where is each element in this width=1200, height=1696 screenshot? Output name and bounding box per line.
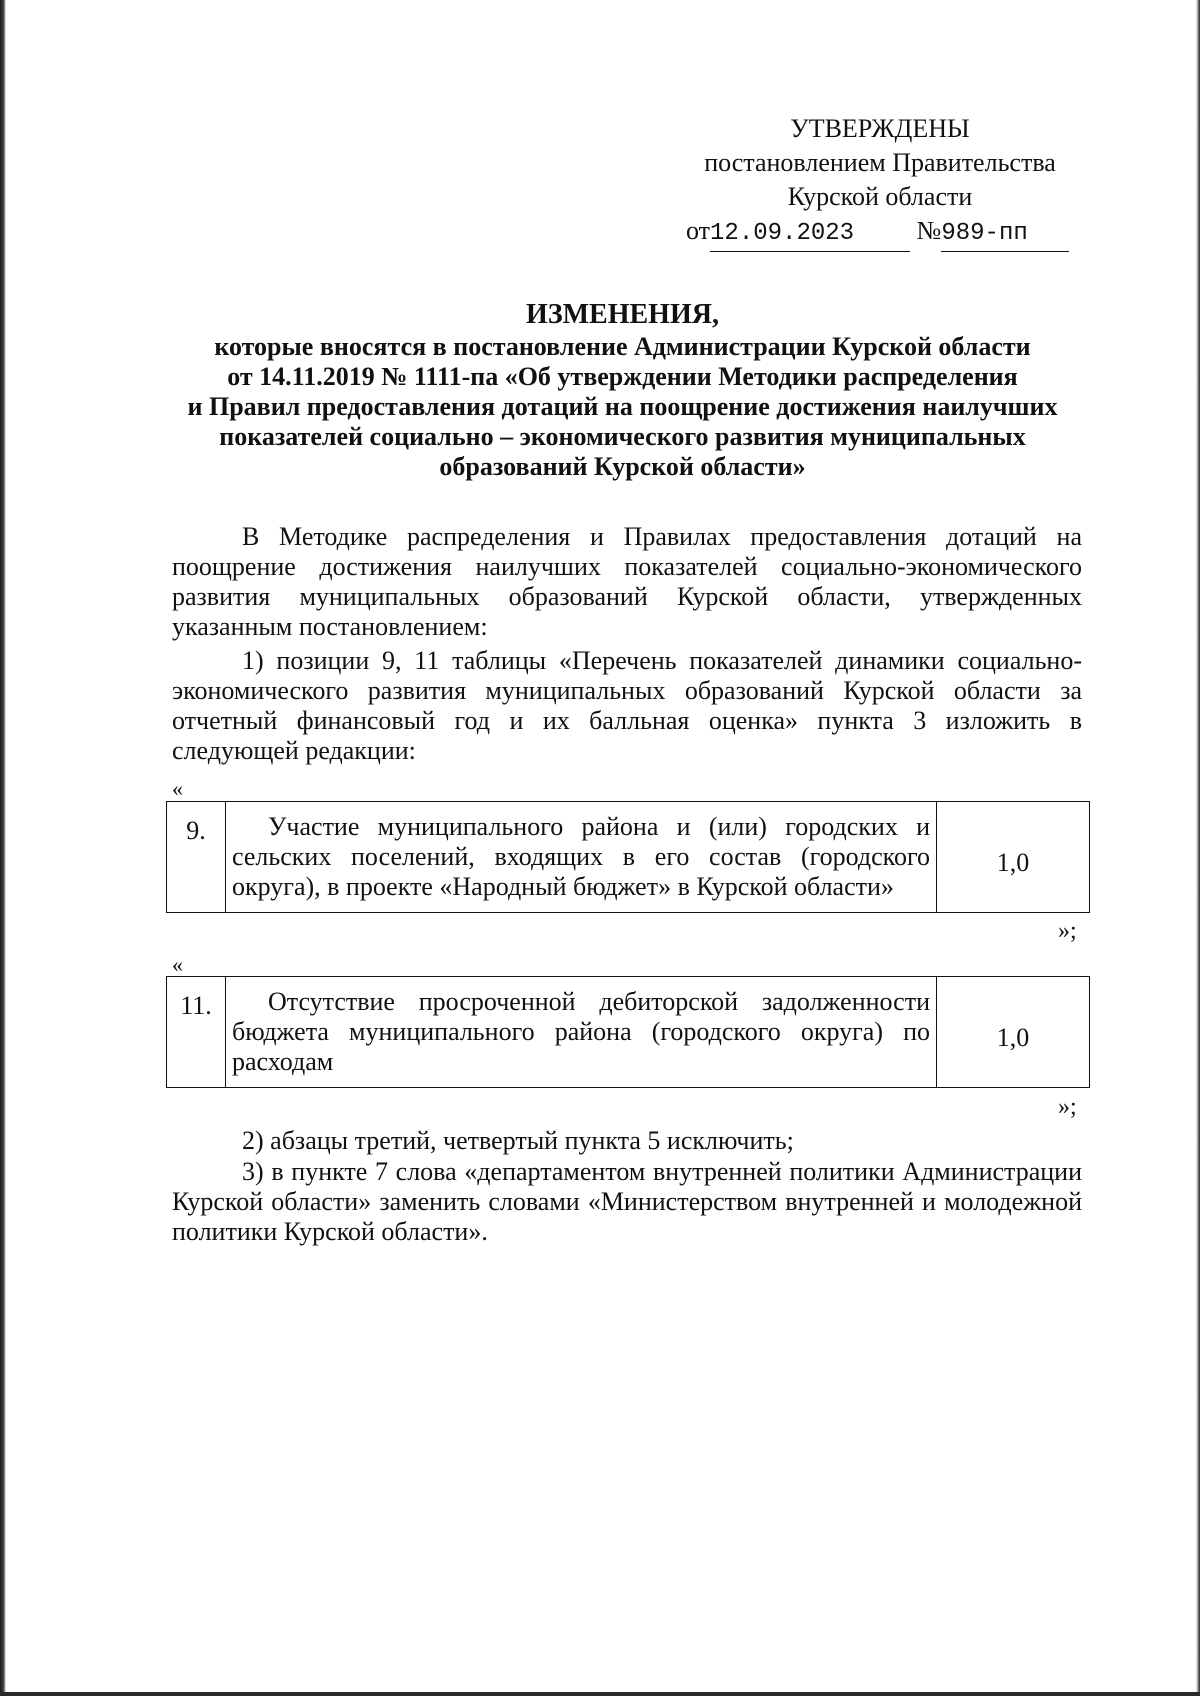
scan-edge-left [0, 0, 6, 1696]
title-heading: ИЗМЕНЕНИЯ, [526, 299, 719, 330]
row-value: 1,0 [937, 977, 1090, 1088]
table-position-9 [166, 801, 1090, 913]
row-text: Отсутствие просроченной дебиторской задолженности бюджета муниципального района (городского округа) по расходам [232, 987, 930, 1076]
table-row [167, 977, 1090, 1088]
scan-edge-right [1196, 0, 1200, 1696]
item-1-paragraph: 1) позиции 9, 11 таблицы «Перечень показателей динамики социально-экономического развития муниципальных образований Курской области за отчетный финансовый год и их балльная оценка» пункта 3 изложить в следующей редакции: [172, 646, 1082, 765]
row-text: Участие муниципального района и (или) городских и сельских поселений, входящих в его состав (городского округа), в проекте «Народный бюджет» в Курской области» [232, 812, 930, 901]
row-number: 11. [167, 977, 226, 1088]
row-value: 1,0 [937, 802, 1090, 913]
approval-heading: УТВЕРЖДЕНЫ [790, 114, 970, 143]
title-line-5: показателей социально – экономического развития муниципальных [219, 422, 1026, 451]
open-quote-1: « [172, 776, 183, 801]
item-3-paragraph: 3) в пункте 7 слова «департаментом внутренней политики Администрации Курской области» заменить словами «Министерством внутренней и молодежной политики Курской области». [172, 1157, 1082, 1246]
title-line-4: и Правил предоставления дотаций на поощрение достижения наилучших [187, 392, 1058, 421]
row-number: 9. [167, 802, 226, 913]
number-prefix: № [916, 216, 942, 245]
row-text-cell [226, 802, 937, 913]
approval-region: Курской области [787, 182, 973, 211]
title-line-6: образований Курской области» [439, 452, 806, 481]
approval-number: 989-пп [941, 217, 1069, 252]
intro-paragraph: В Методике распределения и Правилах предоставления дотаций на поощрение достижения наилучших показателей социально-экономического развития муниципальных образований Курской области, утвержденных указанным постановлением: [172, 522, 1082, 641]
row-text-cell [226, 977, 937, 1088]
table-position-11 [166, 976, 1090, 1088]
approval-block [680, 112, 1080, 252]
document-title [160, 300, 1085, 482]
approval-date: 12.09.2023 [710, 217, 910, 252]
date-prefix: от [686, 216, 711, 245]
title-line-2: которые вносятся в постановление Администрации Курской области [214, 332, 1031, 361]
table-row [167, 802, 1090, 913]
title-line-3: от 14.11.2019 № 1111-па «Об утверждении Методики распределения [227, 362, 1018, 391]
open-quote-2: « [172, 952, 183, 977]
close-quote-1: »; [1058, 918, 1077, 944]
approval-date-line [680, 214, 1080, 252]
scan-edge-bottom [0, 1692, 1200, 1696]
item-2-paragraph: 2) абзацы третий, четвертый пункта 5 исключить; [242, 1126, 794, 1155]
approval-issuer: постановлением Правительства [704, 148, 1056, 177]
close-quote-2: »; [1058, 1094, 1077, 1120]
